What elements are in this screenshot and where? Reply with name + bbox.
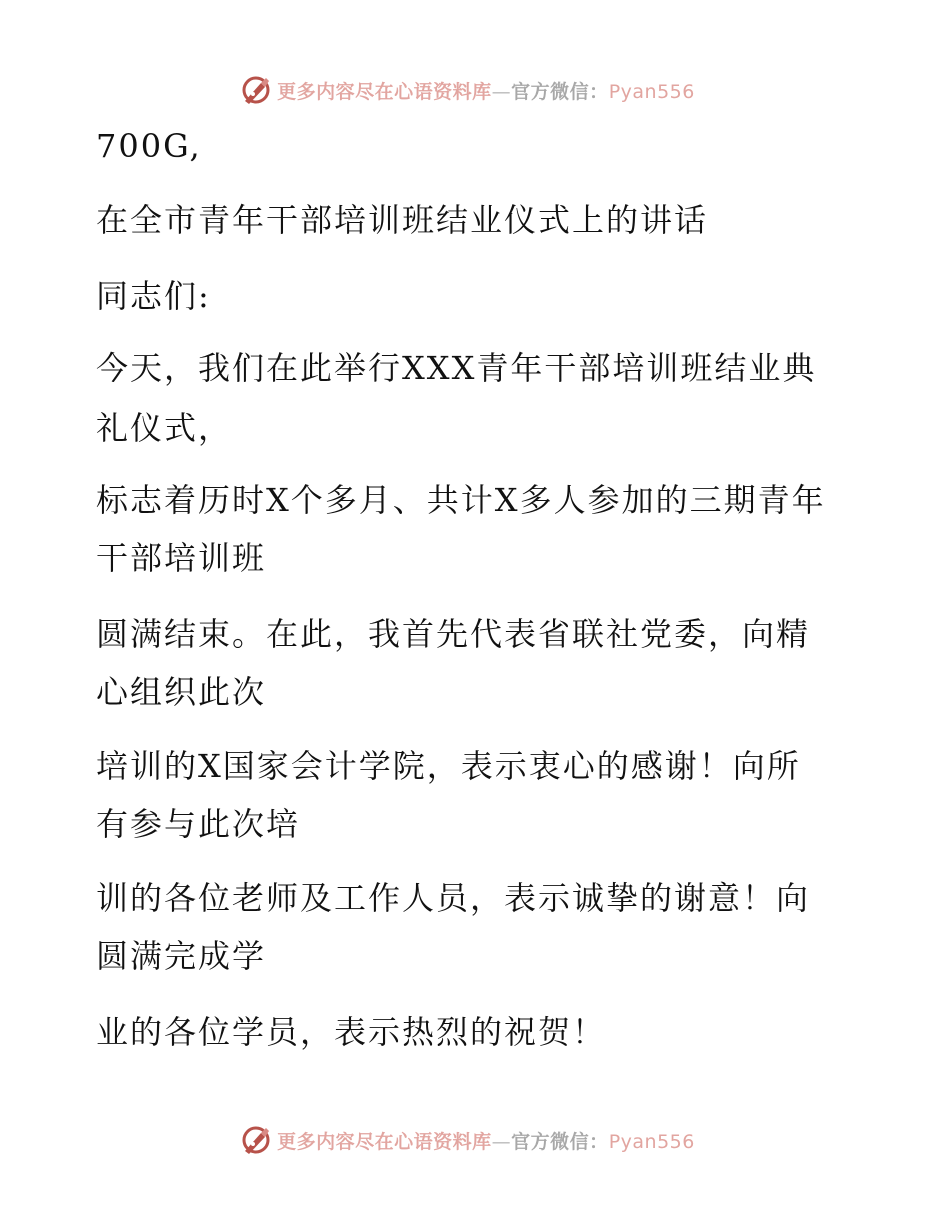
text-line: 今天，我们在此举行XXX青年干部培训班结业典 [96,349,817,387]
pen-logo-icon [239,1123,273,1157]
speech-title: 在全市青年干部培训班结业仪式上的讲话 [96,201,709,239]
text-line: 培训的X国家会计学院，表示衷心的感谢！向所 [96,747,801,785]
text-line: 训的各位老师及工作人员，表示诚挚的谢意！向 [96,879,811,917]
text-line: 干部培训班 [96,539,267,577]
pen-logo-icon [239,73,273,107]
watermark-wechat-id: Pyan556 [608,1130,695,1153]
text-line: 心组织此次 [96,673,267,711]
text-line: 有参与此次培 [96,805,301,843]
watermark-label: 官方微信： [511,80,609,103]
watermark-wechat-id: Pyan556 [608,80,695,103]
text-line: 700G, [96,127,202,165]
watermark-dash: — [491,1130,512,1153]
text-line: 礼仪式， [96,409,233,447]
header-watermark [0,70,950,110]
watermark-label: 官方微信： [511,1130,609,1153]
watermark-site-name: 更多内容尽在心语资料库 [277,1130,492,1153]
text-line: 标志着历时X个多月、共计X多人参加的三期青年 [96,481,826,519]
text-line: 圆满完成学 [96,937,267,975]
text-line: 圆满结束。在此，我首先代表省联社党委，向精 [96,615,811,653]
watermark-site-name: 更多内容尽在心语资料库 [277,80,492,103]
text-line: 业的各位学员，表示热烈的祝贺！ [96,1013,607,1051]
footer-watermark [0,1120,950,1160]
watermark-dash: — [491,80,512,103]
salutation: 同志们: [96,277,211,315]
